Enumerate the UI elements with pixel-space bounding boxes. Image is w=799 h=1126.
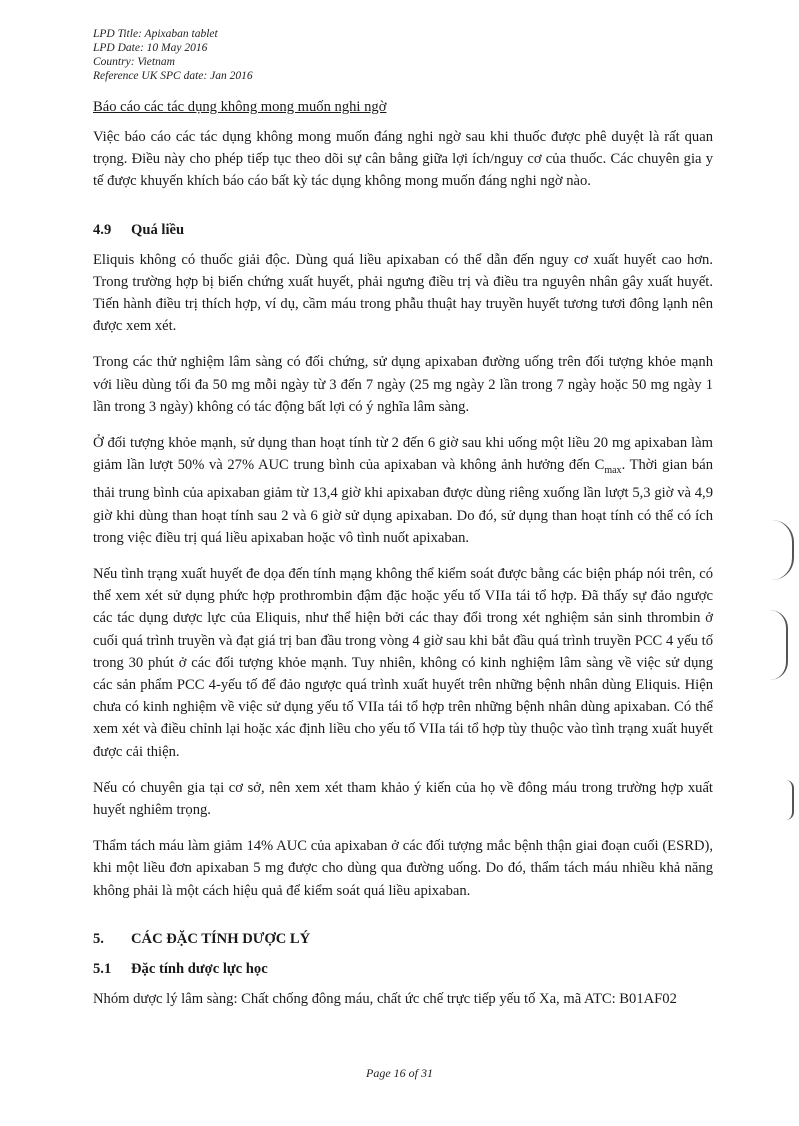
section-4-9-heading [93,219,713,241]
paragraph: Thẩm tách máu làm giảm 14% AUC của apixaban ở các đối tượng mắc bệnh thận giai đoạn cuối (ESRD), khi một liều đơn apixaban 5 mg được cho dùng qua đường uống. Do đó, thẩm tách máu nhiều khả năng không phải là một cách hiệu quả để kiểm soát quá liều apixaban. [93,838,713,899]
section-title: Đặc tính dược lực học [131,960,268,977]
scan-margin-mark [772,520,794,580]
section-number: 5.1 [93,960,112,977]
header-line-date: LPD Date: 10 May 2016 [93,42,208,54]
paragraph: Nhóm dược lý lâm sàng: Chất chống đông máu, chất ức chế trực tiếp yếu tố Xa, mã ATC: B01AF02 [93,990,677,1007]
report-paragraph: Việc báo cáo các tác dụng không mong muốn đáng nghi ngờ sau khi thuốc được phê duyệt là rất quan trọng. Điều này cho phép tiếp tục theo dõi sự cân bằng giữa lợi ích/nguy cơ của thuốc. Các chuyên gia y tế được khuyến khích báo cáo bất kỳ tác dụng không mong muốn đáng nghi ngờ nào. [93,129,713,190]
header-line-reference: Reference UK SPC date: Jan 2016 [93,70,253,82]
paragraph-charcoal [93,432,713,549]
scan-margin-mark [786,780,794,820]
section-5-1-heading [93,958,713,980]
text-run: . Thời gian bán thải trung bình của apixaban giảm từ 13,4 giờ khi apixaban được dùng riêng xuống lần lượt 5,3 giờ và 4,9 giờ khi dùng than hoạt tính sau 2 và 6 giờ sử dụng apixaban. Do đó, sử dụng than hoạt tính có thể có ích trong việc điều trị quá liều apixaban hoặc vô tình nuốt apixaban. [93,457,713,546]
section-5-heading [93,928,713,950]
report-heading: Báo cáo các tác dụng không mong muốn nghi ngờ [93,99,387,115]
text-run: Ở đối tượng khỏe mạnh, sử dụng than hoạt tính từ 2 đến 6 giờ sau khi uống một liều 20 mg apixaban làm giảm lần lượt 50% và 27% AUC trung bình của apixaban và không ảnh hưởng đến C [93,435,713,474]
scan-margin-mark [770,610,788,680]
document-body [93,96,713,1024]
document-header [93,27,253,83]
header-line-country: Country: Vietnam [93,56,175,68]
paragraph: Eliquis không có thuốc giải độc. Dùng quá liều apixaban có thể dẫn đến nguy cơ xuất huyết cao hơn. Trong trường hợp bị biến chứng xuất huyết, phải ngưng điều trị và điều tra nguyên nhân gây xuất huyết. Tiến hành điều trị thích hợp, ví dụ, cầm máu trong phẫu thuật hay truyền huyết tương tươi đông lạnh nên được xem xét. [93,251,713,335]
header-line-title: LPD Title: Apixaban tablet [93,28,218,40]
paragraph: Trong các thử nghiệm lâm sàng có đối chứng, sử dụng apixaban đường uống trên đối tượng khỏe mạnh với liều dùng tối đa 50 mg mỗi ngày từ 3 đến 7 ngày (25 mg ngày 2 lần trong 7 ngày hoặc 50 mg ngày 1 lần trong 3 ngày) không có tác động bất lợi có ý nghĩa lâm sàng. [93,354,713,415]
section-number: 4.9 [93,221,112,238]
section-number: 5. [93,930,104,947]
subscript-max: max [604,465,622,477]
paragraph: Nếu tình trạng xuất huyết đe dọa đến tính mạng không thể kiểm soát được bằng các biện pháp nói trên, có thể xem xét sử dụng phức hợp prothrombin đậm đặc hoặc yếu tố VIIa tái tổ hợp. Đã thấy sự đảo ngược các tác dụng dược lực của Eliquis, như thể hiện bởi các thay đổi trong xét nghiệm sản sinh thrombin ở cuối quá trình truyền và đạt giá trị ban đầu trong vòng 4 giờ sau khi bắt đầu quá trình truyền PCC 4 yếu tố trong 30 phút ở các đối tượng khỏe mạnh. Tuy nhiên, không có kinh nghiệm lâm sàng về việc sử dụng các sản phẩm PCC 4-yếu tố để đảo ngược quá trình xuất huyết trên những bệnh nhân dùng Eliquis. Hiện chưa có kinh nghiệm về việc sử dụng yếu tố VIIa tái tổ hợp trên những bệnh nhân dùng apixaban. Có thể xem xét và điều chỉnh lại hoặc xác định liều cho yếu tố VIIa tái tổ hợp tùy thuộc vào tình trạng xuất huyết được cải thiện. [93,565,713,760]
section-title: Quá liều [131,221,185,238]
page-footer: Page 16 of 31 [366,1066,433,1080]
section-title: CÁC ĐẶC TÍNH DƯỢC LÝ [131,930,311,947]
paragraph: Nếu có chuyên gia tại cơ sở, nên xem xét tham khảo ý kiến của họ về đông máu trong trường hợp xuất huyết nghiêm trọng. [93,779,713,818]
